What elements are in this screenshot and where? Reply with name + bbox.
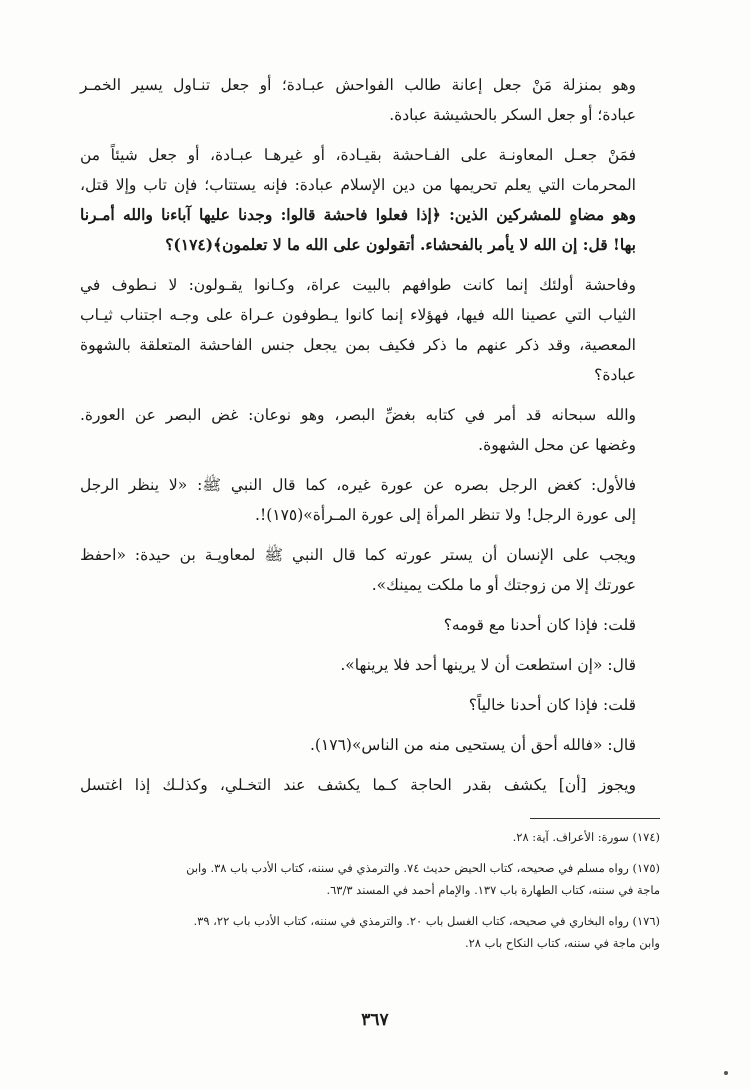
footnote-line: وابن ماجة في سننه، كتاب النكاح باب ٢٨. (464, 936, 660, 950)
footnote-line: (١٧٥) رواه مسلم في صحيحه، كتاب الحيض حديث ٧٤. والترمذي في سننه، كتاب الأدب باب ٣٨. وابن (186, 861, 660, 875)
footnote-174 (72, 826, 660, 848)
dialogue-line: قال: «إن استطعت أن لا يرينها أحد فلا يرينها». (340, 656, 636, 674)
quran-quote-line: بها! قل: إن الله لا يأمر بالفحشاء. أتقولون على الله ما لا تعلمون﴾(١٧٤)؟ (165, 235, 636, 254)
paragraph-1 (80, 70, 658, 130)
text-line: وفاحشة أولئك إنما كانت طوافهم بالبيت عراة، وكـانوا يقـولون: لا نـطوف في (80, 276, 636, 294)
hadith-line: عورتك إلا من زوجتك أو ما ملكت يمينك». (371, 576, 636, 594)
text-line: المعصية، وقد ذكر عنهم ما ذكر فكيف بمن يجعل جنس الفاحشة المتعلقة بالشهوة عبادة؟ (80, 336, 636, 384)
text-line: والله سبحانه قد أمر في كتابه بغضِّ البصر، وهو نوعان: غض البصر عن العورة. (80, 406, 636, 424)
text-line: المحرمات التي يعلم تحريمها من دين الإسلام عبادة: فإنه يستتاب؛ فإن تاب وإلا قتل، (80, 176, 636, 194)
paragraph-7 (80, 770, 658, 800)
hadith-line: فالأول: كغض الرجل بصره عن عورة غيره، كما قال النبي ﷺ: «لا ينظر الرجل (80, 476, 636, 494)
text-line: ويجوز [أن] يكشف بقدر الحاجة كـما يكشف عند التخـلي، وكذلـك إذا اغتسل (80, 776, 636, 794)
scan-mark (724, 1071, 728, 1075)
dialogue-line: قلت: فإذا كان أحدنا مع قومه؟ (443, 616, 636, 634)
footnote-divider (530, 818, 660, 819)
footnote-176 (72, 910, 660, 954)
text-line: الثياب التي عصينا الله فيها، فهؤلاء إنما كانوا يـطوفون عـراة على وجـه اجتناب ثيـاب (80, 306, 636, 324)
footnote-175 (72, 857, 660, 901)
text-line: وهو بمنزلة مَنْ جعل إعانة طالب الفواحش عبـادة؛ أو جعل تنـاول يسير الخمـر (80, 76, 636, 94)
text-line: وغضها عن محل الشهوة. (478, 436, 636, 454)
footnote-line: (١٧٤) سورة: الأعراف. آية: ٢٨. (512, 830, 660, 844)
main-text (80, 70, 658, 810)
dialogue-line: قلت: فإذا كان أحدنا خالياً؟ (468, 696, 636, 714)
hadith-line: ويجب على الإنسان أن يستر عورته كما قال النبي ﷺ لمعاويـة بن حيدة: «احفظ (80, 546, 636, 564)
text-line: فمَنْ جعـل المعاونـة على الفـاحشة بقيـادة، أو غيرهـا عبـادة، أو جعل شيئاً من (80, 146, 636, 164)
paragraph-4 (80, 400, 658, 460)
footnote-line: ماجة في سننه، كتاب الطهارة باب ١٣٧. والإمام أحمد في المسند ٦٣/٣. (326, 883, 660, 897)
quran-quote-line: وهو مضاهٍ للمشركين الذين: ﴿إذا فعلوا فاحشة قالوا: وجدنا عليها آباءنا والله أمـرنا (80, 205, 636, 224)
paragraph-3 (80, 270, 658, 390)
page-number: ٣٦٧ (361, 1010, 389, 1030)
paragraph-6 (80, 540, 658, 600)
footnotes (72, 826, 660, 963)
paragraph-2 (80, 140, 658, 260)
text-line: عبادة؛ أو جعل السكر بالحشيشة عبادة. (389, 106, 636, 124)
dialogue-line: قال: «فالله أحق أن يستحيى منه من الناس»(١٧٦). (309, 736, 636, 754)
paragraph-5 (80, 470, 658, 530)
hadith-line: إلى عورة الرجل! ولا تنظر المرأة إلى عورة المـرأة»(١٧٥)!. (255, 506, 636, 524)
footnote-line: (١٧٦) رواه البخاري في صحيحه، كتاب الغسل باب ٢٠. والترمذي في سننه، كتاب الأدب باب ٢٢، ٣٩. (193, 914, 660, 928)
